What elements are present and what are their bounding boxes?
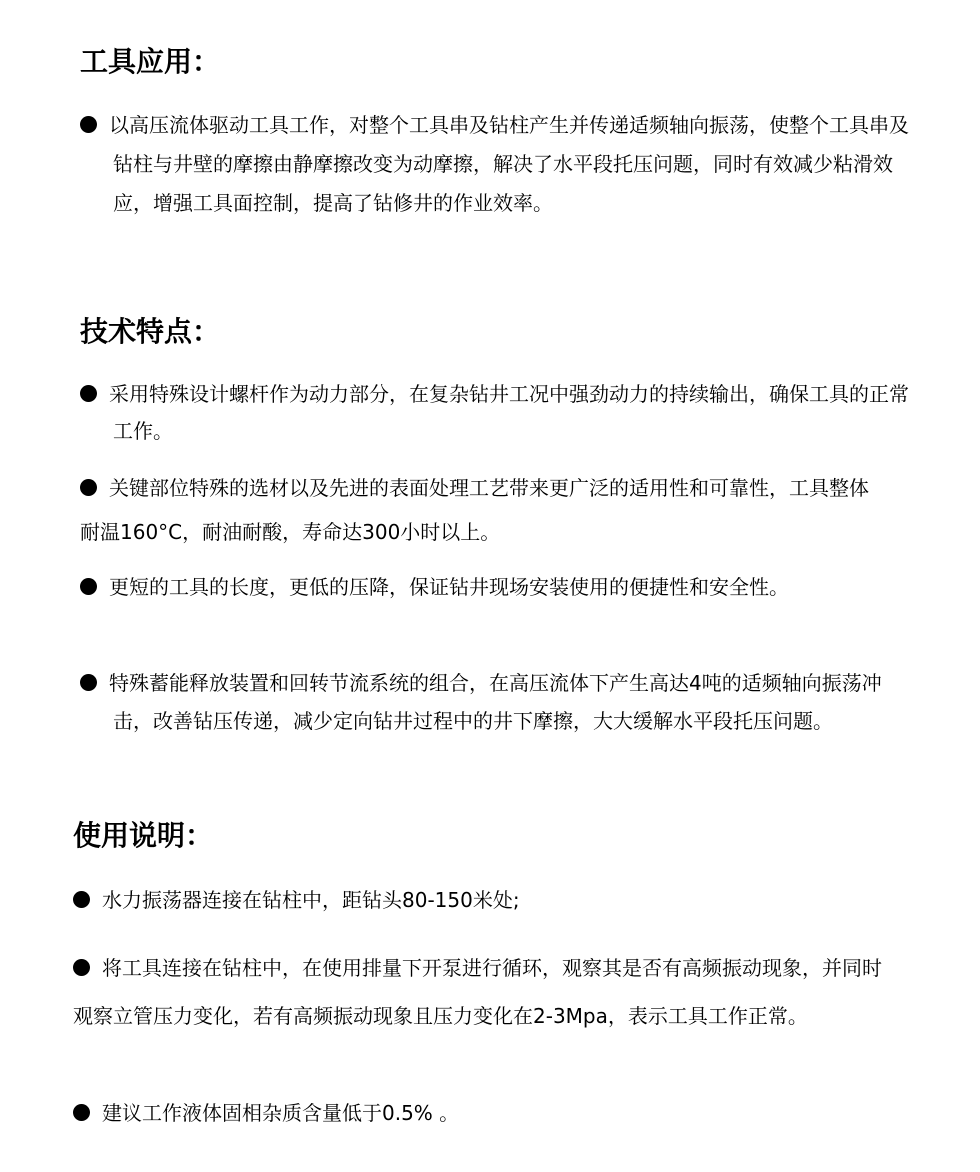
bullet-dot-icon — [73, 891, 90, 908]
bullet-dot-icon — [73, 1104, 90, 1121]
section-heading-tool-application: 工具应用： — [80, 45, 221, 78]
paragraph-text: 建议工作液体固相杂质含量低于0.5% 。 — [102, 1101, 460, 1125]
section-heading-usage-instructions: 使用说明： — [73, 819, 214, 852]
bullet-dot-icon — [73, 959, 90, 976]
bullet-dot-icon — [80, 479, 97, 496]
paragraph-text: 水力振荡器连接在钻柱中，距钻头80-150米处; — [102, 888, 520, 912]
bullet-dot-icon — [80, 578, 97, 595]
bullet-paragraph — [80, 568, 913, 606]
paragraph-text: 关键部位特殊的选材以及先进的表面处理工艺带来更广泛的适用性和可靠性，工具整体耐温160°C，耐油耐酸，寿命达300小时以上。 — [80, 476, 869, 544]
paragraph-text: 采用特殊设计螺杆作为动力部分，在复杂钻井工况中强劲动力的持续输出，确保工具的正常工作。 — [109, 382, 909, 443]
bullet-dot-icon — [80, 116, 97, 133]
bullet-paragraph — [73, 944, 883, 1040]
bullet-dot-icon — [80, 385, 97, 402]
bullet-paragraph — [80, 106, 913, 223]
section-heading-technical-features: 技术特点： — [80, 315, 221, 348]
paragraph-text: 更短的工具的长度，更低的压降，保证钻井现场安装使用的便捷性和安全性。 — [109, 575, 789, 599]
bullet-paragraph — [80, 376, 913, 450]
bullet-paragraph — [73, 1096, 883, 1130]
paragraph-text: 将工具连接在钻柱中，在使用排量下开泵进行循环，观察其是否有高频振动现象，并同时观察立管压力变化，若有高频振动现象且压力变化在2-3Mpa，表示工具工作正常。 — [73, 956, 882, 1028]
bullet-paragraph — [73, 883, 883, 917]
bullet-paragraph — [80, 466, 880, 554]
bullet-dot-icon — [80, 674, 97, 691]
paragraph-text: 以高压流体驱动工具工作，对整个工具串及钻柱产生并传递适频轴向振荡，使整个工具串及钻柱与井壁的摩擦由静摩擦改变为动摩擦，解决了水平段托压问题，同时有效减少粘滑效应，增强工具面控制，提高了钻修井的作业效率。 — [109, 113, 909, 215]
bullet-paragraph — [80, 664, 913, 740]
paragraph-text: 特殊蓄能释放装置和回转节流系统的组合，在高压流体下产生高达4吨的适频轴向振荡冲击，改善钻压传递，减少定向钻井过程中的井下摩擦，大大缓解水平段托压问题。 — [109, 671, 882, 733]
